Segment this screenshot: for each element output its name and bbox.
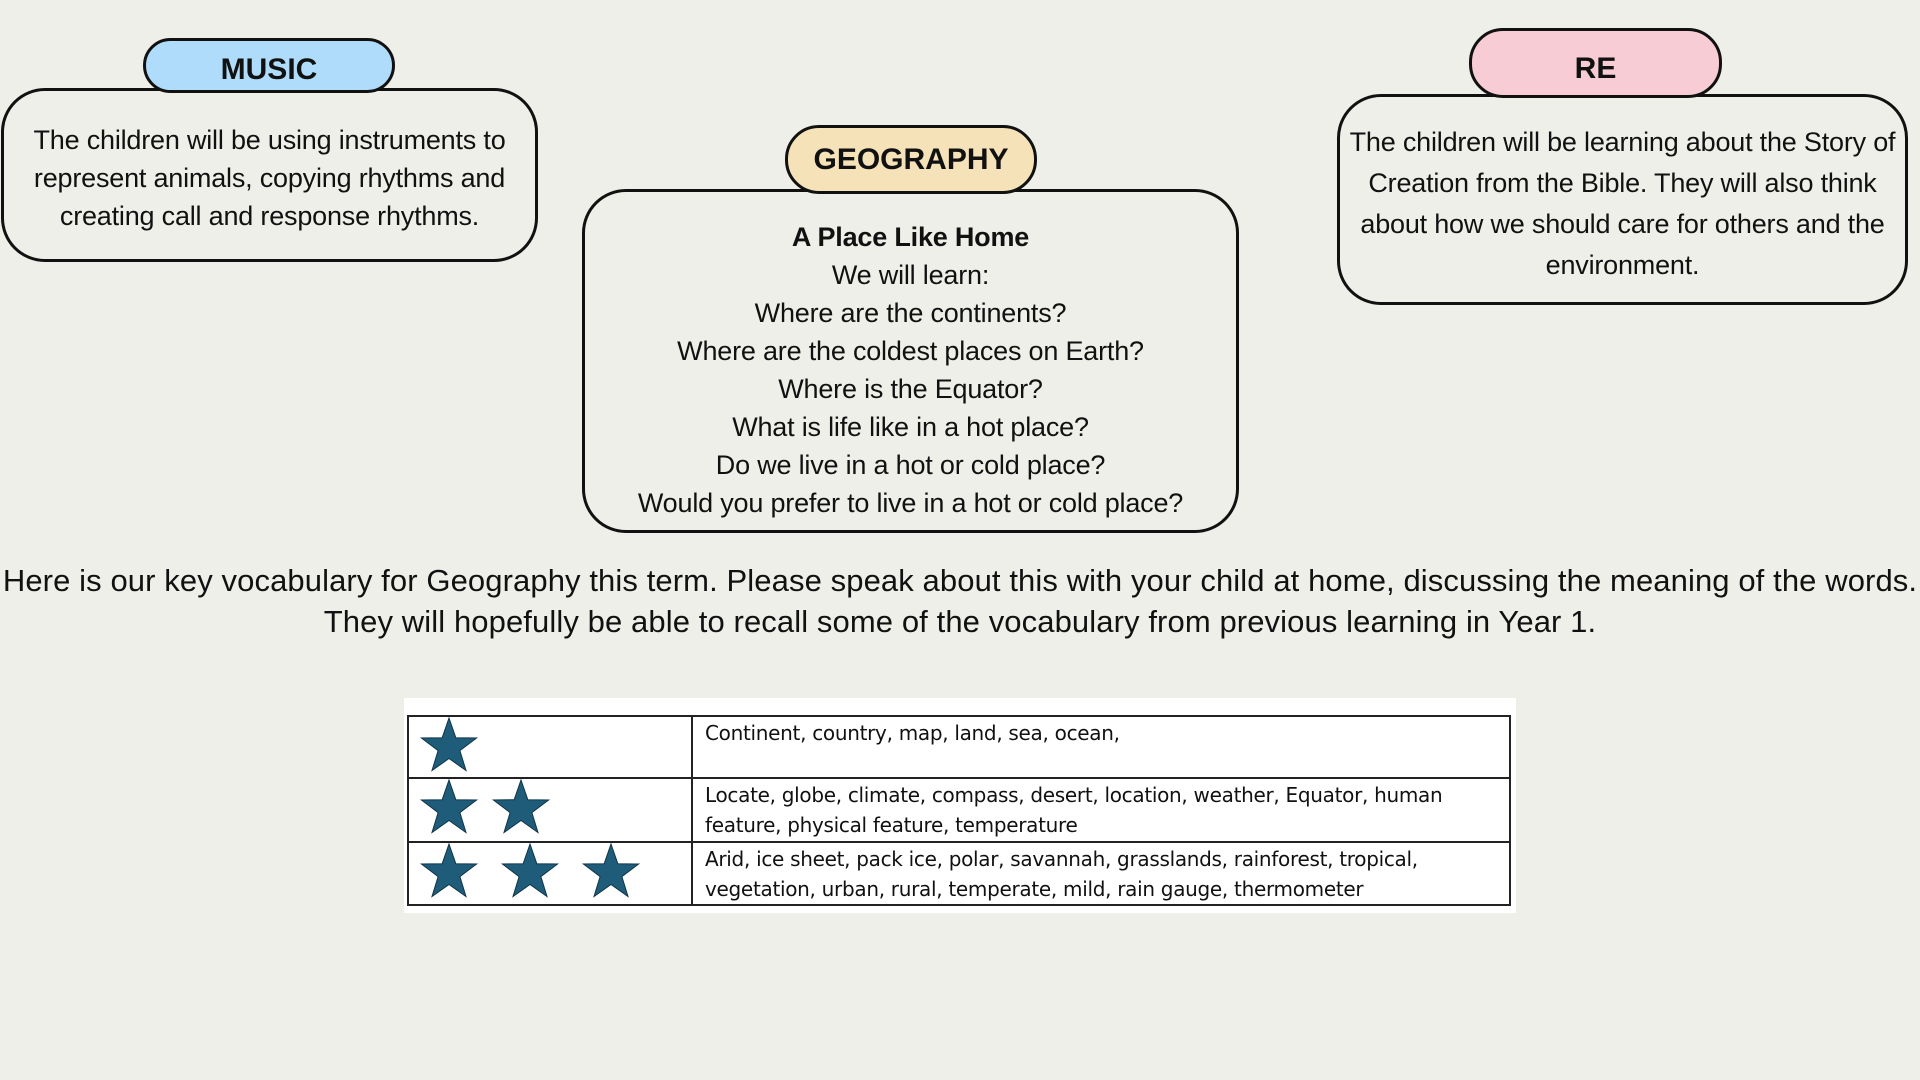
geography-topic-title: A Place Like Home	[791, 222, 1030, 252]
geography-heading-label: GEOGRAPHY	[813, 142, 1009, 176]
geography-question: Where are the coldest places on Earth?	[677, 336, 1144, 366]
vocabulary-intro-text: Here is our key vocabulary for Geography this term. Please speak about this with your child at home, discussing the meaning of the words. They will hopefully be able to recall some of the vocabulary from previous learning in Year 1.	[2, 563, 1918, 639]
re-heading-label: RE	[1574, 52, 1617, 85]
star-icon	[408, 716, 490, 776]
geography-line: We will learn:	[831, 260, 990, 290]
music-heading	[143, 38, 395, 93]
star-rating-cell	[408, 716, 692, 778]
star-icon	[570, 842, 652, 902]
vocabulary-words: Arid, ice sheet, pack ice, polar, savannah, grasslands, rainforest, tropical, vegetation, urban, rural, temperate, mild, rain gauge, thermometer	[692, 842, 1510, 905]
geography-question: Would you prefer to live in a hot or cold place?	[637, 488, 1184, 518]
table-row	[408, 716, 1510, 778]
vocabulary-words: Continent, country, map, land, sea, ocean,	[692, 716, 1510, 778]
star-rating-cell	[408, 842, 692, 905]
vocabulary-table	[407, 715, 1511, 906]
star-icon	[408, 842, 490, 902]
geography-question: Do we live in a hot or cold place?	[715, 450, 1106, 480]
re-description: The children will be learning about the Story of Creation from the Bible. They will also think about how we should care for others and the environment.	[1349, 127, 1896, 280]
geography-panel	[582, 189, 1239, 533]
star-rating-cell	[408, 778, 692, 842]
star-icon	[480, 778, 562, 838]
geography-question: Where is the Equator?	[778, 374, 1043, 404]
star-icon	[489, 842, 571, 902]
table-row	[408, 778, 1510, 842]
music-heading-label: MUSIC	[220, 52, 318, 86]
table-row	[408, 842, 1510, 905]
geography-heading	[785, 125, 1037, 194]
music-description: The children will be using instruments to represent animals, copying rhythms and creating call and response rhythms.	[33, 125, 506, 231]
geography-question: Where are the continents?	[754, 298, 1067, 328]
star-icon	[408, 778, 490, 838]
music-panel	[1, 88, 538, 262]
vocabulary-table-image	[404, 698, 1516, 913]
geography-question: What is life like in a hot place?	[732, 412, 1089, 442]
re-heading	[1469, 28, 1722, 98]
re-panel	[1337, 94, 1908, 305]
vocabulary-words: Locate, globe, climate, compass, desert, location, weather, Equator, human feature, physical feature, temperature	[692, 778, 1510, 842]
